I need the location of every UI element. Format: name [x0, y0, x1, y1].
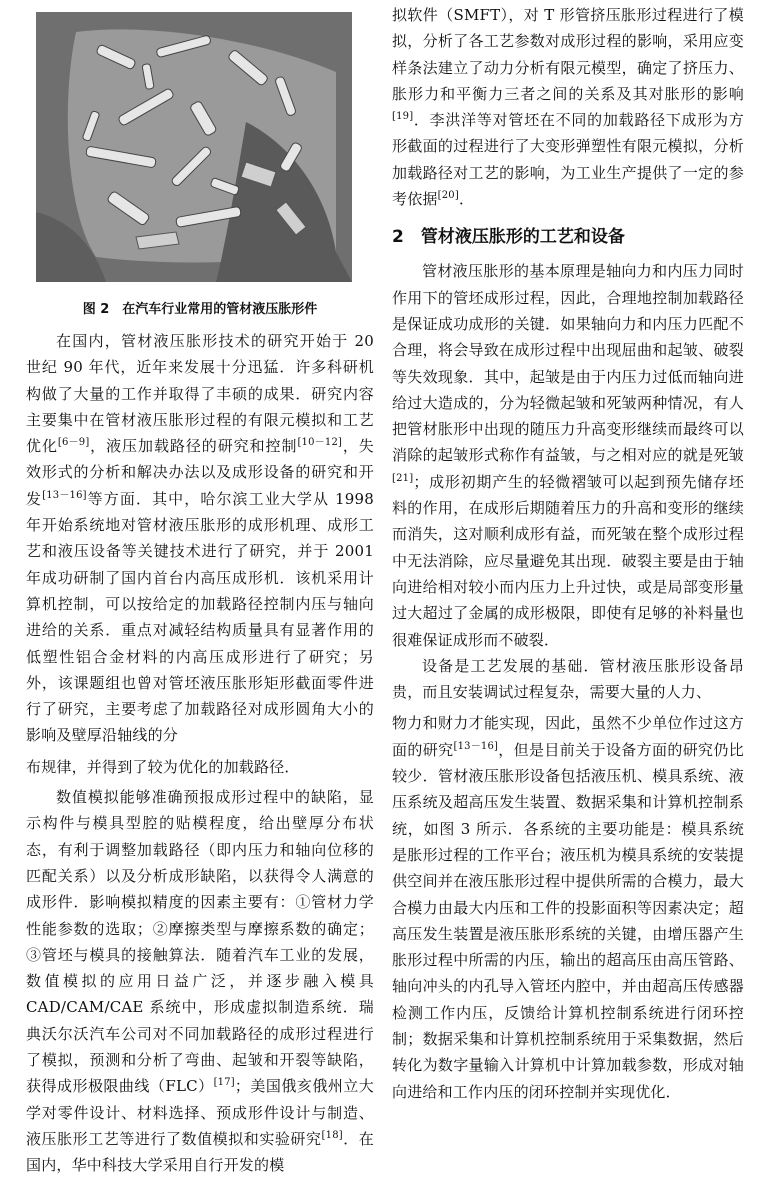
section-heading: 2 管材液压胀形的工艺和设备 — [392, 227, 625, 248]
paragraph: 管材液压胀形的基本原理是轴向力和内压力同时作用下的管坯成形过程，因此，合理地控制加载路径是保证成功成形的关键．如果轴向力和内压力匹配不合理，将会导致在成形过程中出现屈曲和起皱、破裂等失效现象．其中，起皱是由于内压力过低而轴向进给过大造成的，分为轻微起皱和死皱两种情况，有人把管材胀形中出现的随压力升高变形继续而最终可以消除的起皱形式称作有益皱，与之相对应的就是死皱[21]；成形初期产生的轻微褶皱可以起到预先储存坯料的作用，在成形后期随着压力的升高和变形的继续而消失，这对顺利成形有益，而死皱在整个成形过程中无法消除，应尽量避免其出现．破裂主要是由于轴向进给相对较小而内压力上升过快，或是局部变形量过大超过了金属的成形极限，即使有足够的补料量也很难保证成形而不破裂． — [392, 262, 744, 649]
citation: [13－16] — [42, 489, 87, 501]
citation: [21] — [392, 472, 414, 484]
tube-parts-photo — [36, 12, 352, 282]
paragraph: 设备是工艺发展的基础．管材液压胀形设备昂贵，而且安装调试过程复杂，需要大量的人力、 — [392, 656, 744, 702]
citation: [17] — [213, 1077, 235, 1089]
citation: [19] — [392, 111, 414, 123]
citation: [18] — [321, 1129, 343, 1141]
paragraph-continuation: 物力和财力才能实现，因此，虽然不少单位作过这方面的研究[13－16]，但是目前关于设备方面的研究仍比较少．管材液压胀形设备包括液压机、模具系统、液压系统及超高压发生装置、数据采集和计算机控制系统，如图 3 所示．各系统的主要功能是：模具系统是胀形过程的工作平台；液压机为模具系统的安装提供空间并在液压胀形过程中提供所需的合模力，最大合模力由最大内压和工件的投影面积等因素决定；超高压发生装置是液压胀形系统的关键，由增压器产生胀形过程中所需的内压，输出的超高压由高压管路、轴向冲头的内孔导入管坯内腔中，并由超高压传感器检测工作内压，反馈给计算机控制系统进行闭环控制；数据采集和计算机控制系统用于采集数据，然后转化为数字量输入计算机中计算加载参数，形成对轴向进给和工作内压的闭环控制并实现优化． — [392, 714, 744, 1101]
paragraph: 数值模拟能够准确预报成形过程中的缺陷，显示构件与模具型腔的贴模程度，给出壁厚分布状态，有利于调整加载路径（即内压力和轴向位移的匹配关系）以及分析成形缺陷，以获得令人满意的成形件．影响模拟精度的因素主要有：①管材力学性能参数的选取；②摩擦类型与摩擦系数的确定；③管坯与模具的接触算法．随着汽车工业的发展，数值模拟的应用日益广泛，并逐步融入模具 CAD/CAM/CAE 系统中，形成虚拟制造系统．瑞典沃尔沃汽车公司对不同加载路径的成形过程进行了模拟，预测和分析了弯曲、起皱和开裂等缺陷，获得成形极限曲线（FLC）[17]；美国俄亥俄州立大学对零件设计、材料选择、预成形件设计与制造、液压胀形工艺等进行了数值模拟和实验研究[18]．在国内，华中科技大学采用自行开发的模 — [26, 788, 374, 1175]
citation: [20] — [437, 190, 459, 202]
citation: [10－12] — [297, 437, 343, 449]
paragraph: 在国内，管材液压胀形技术的研究开始于 20 世纪 90 年代，近年来发展十分迅猛．许多科研机构做了大量的工作并取得了丰硕的成果．研究内容主要集中在管材液压胀形过程的有限元模拟和工艺优化[6－9]，液压加载路径的研究和控制[10－12]，失效形式的分析和解决办法以及成形设备的研究和开发[13－16]等方面．其中，哈尔滨工业大学从 1998 年开始系统地对管材液压胀形的成形机理、成形工艺和液压设备等关键技术进行了研究，并于 2001 年成功研制了国内首台内高压成形机．该机采用计算机控制，可以按给定的加载路径控制内压与轴向进给的关系．重点对减轻结构质量具有显著作用的低塑性铝合金材料的内高压成形进行了研究；另外，该课题组也曾对管坯液压胀形矩形截面零件进行了研究，主要考虑了加载路径对成形圆角大小的影响及壁厚沿轴线的分 — [26, 332, 374, 745]
right-column — [392, 2, 744, 1105]
figure-caption: 图 2 在汽车行业常用的管材液压胀形件 — [82, 302, 318, 317]
paragraph-continuation: 拟软件（SMFT），对 T 形管挤压胀形过程进行了模拟，分析了各工艺参数对成形过程的影响，采用应变样条法建立了动力分析有限元模型，确定了挤压力、胀形力和平衡力三者之间的关系及其对胀形的影响[19]．李洪洋等对管坯在不同的加载路径下成形为方形截面的过程进行了大变形弹塑性有限元模拟，分析加载路径对工艺的影响，为工业生产提供了一定的参考依据[20]． — [392, 6, 744, 209]
citation: [6－9] — [57, 437, 90, 449]
figure-photo — [36, 12, 352, 282]
citation: [13－16] — [453, 740, 499, 752]
left-column — [26, 328, 374, 1179]
paragraph-continuation: 布规律，并得到了较为优化的加载路径． — [26, 757, 300, 776]
